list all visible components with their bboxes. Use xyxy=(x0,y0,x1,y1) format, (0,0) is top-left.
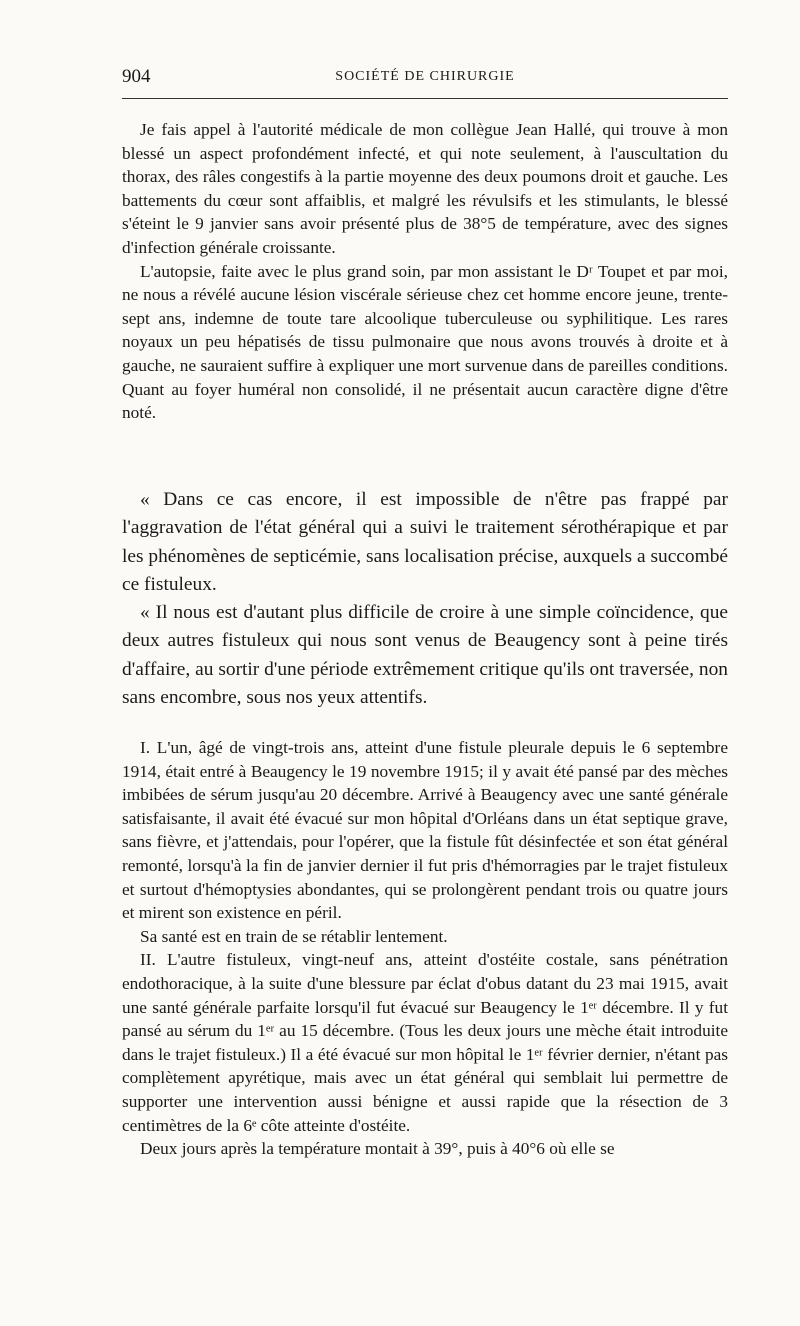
paragraph-halle: Je fais appel à l'autorité médicale de mon collègue Jean Hallé, qui trouve à mon blessé un aspect profondément infecté, et qui note seulement, à l'auscultation du thorax, des râles congestifs à la partie moyenne des deux poumons droit et gauche. Les battements du cœur sont affaiblis, et malgré les révulsifs et les stimulants, le blessé s'éteint le 9 janvier sans avoir présenté plus de 38°5 de température, avec des signes d'infection générale croissante. xyxy=(122,120,728,257)
paragraph-quote-coincidence: « Il nous est d'autant plus difficile de croire à une simple coïncidence, que deux autres fistuleux qui nous sont venus de Beaugency sont à peine tirés d'affaire, au sortir d'une période extrêmement critique qu'ils ont traversée, non sans encombre, sous nos yeux attentifs. xyxy=(122,602,728,709)
page-number: 904 xyxy=(122,66,151,87)
running-head: SOCIÉTÉ DE CHIRURGIE xyxy=(335,69,515,84)
paragraph-recovery: Sa santé est en train de se rétablir lentement. xyxy=(140,926,448,946)
page-header xyxy=(122,64,728,99)
paragraph-quote-cas: « Dans ce cas encore, il est impossible de n'être pas frappé par l'aggravation de l'état général qui a suivi le traitement sérothérapique et par les phénomènes de septicémie, sans localisation précise, auxquels a succombé ce fistuleux. xyxy=(122,489,728,595)
paragraph-case-two: II. L'autre fistuleux, vingt-neuf ans, atteint d'ostéite costale, sans pénétration endothoracique, à la suite d'une blessure par éclat d'obus datant du 23 mai 1915, avait une santé générale parfaite lorsqu'il fut évacué sur Beaugency le 1ᵉʳ décembre. Il y fut pansé au sérum du 1ᵉʳ au 15 décembre. (Tous les deux jours une mèche était introduite dans le trajet fistuleux.) Il a été évacué sur mon hôpital le 1ᵉʳ février dernier, n'étant pas complètement apyrétique, mais avec un état général qui semblait lui permettre de supporter une intervention aussi bénigne et aussi rapide que la résection de 3 centimètres de la 6ᵉ côte atteinte d'ostéite. xyxy=(122,950,728,1135)
section-cases xyxy=(122,736,728,1161)
paragraph-autopsy: L'autopsie, faite avec le plus grand soin, par mon assistant le Dʳ Toupet et par moi, ne nous a révélé aucune lésion viscérale sérieuse chez cet homme encore jeune, trente-sept ans, indemne de toute tare alcoolique tuberculeuse ou syphilitique. Les rares noyaux un peu hépatisés de tissu pulmonaire que nous avons trouvés à droite et à gauche, ne sauraient suffire à expliquer une mort survenue dans de pareilles conditions. Quant au foyer huméral non consolidé, il ne présentait aucun caractère digne d'être noté. xyxy=(122,261,728,423)
paragraph-temperature: Deux jours après la température montait à 39°, puis à 40°6 où elle se xyxy=(140,1139,615,1159)
paragraph-case-one: I. L'un, âgé de vingt-trois ans, atteint d'une fistule pleurale depuis le 6 septembre 1914, était entré à Beaugency le 19 novembre 1915; il y avait été pansé par des mèches imbibées de sérum jusqu'au 20 décembre. Arrivé à Beaugency avec une santé générale satisfaisante, il avait été évacué sur mon hôpital d'Orléans dans un état septique grave, sans fièvre, et j'attendais, pour l'opérer, que la fistule fût désinfectée et son état général remonté, lorsqu'à la fin de janvier dernier il fut pris d'hémorragies par le trajet fistuleux et surtout d'hémoptysies abondantes, qui se prolongèrent pendant trois ou quatre jours et mirent son existence en péril. xyxy=(122,738,728,923)
section-quote xyxy=(122,486,728,712)
section-autopsy xyxy=(122,118,728,425)
